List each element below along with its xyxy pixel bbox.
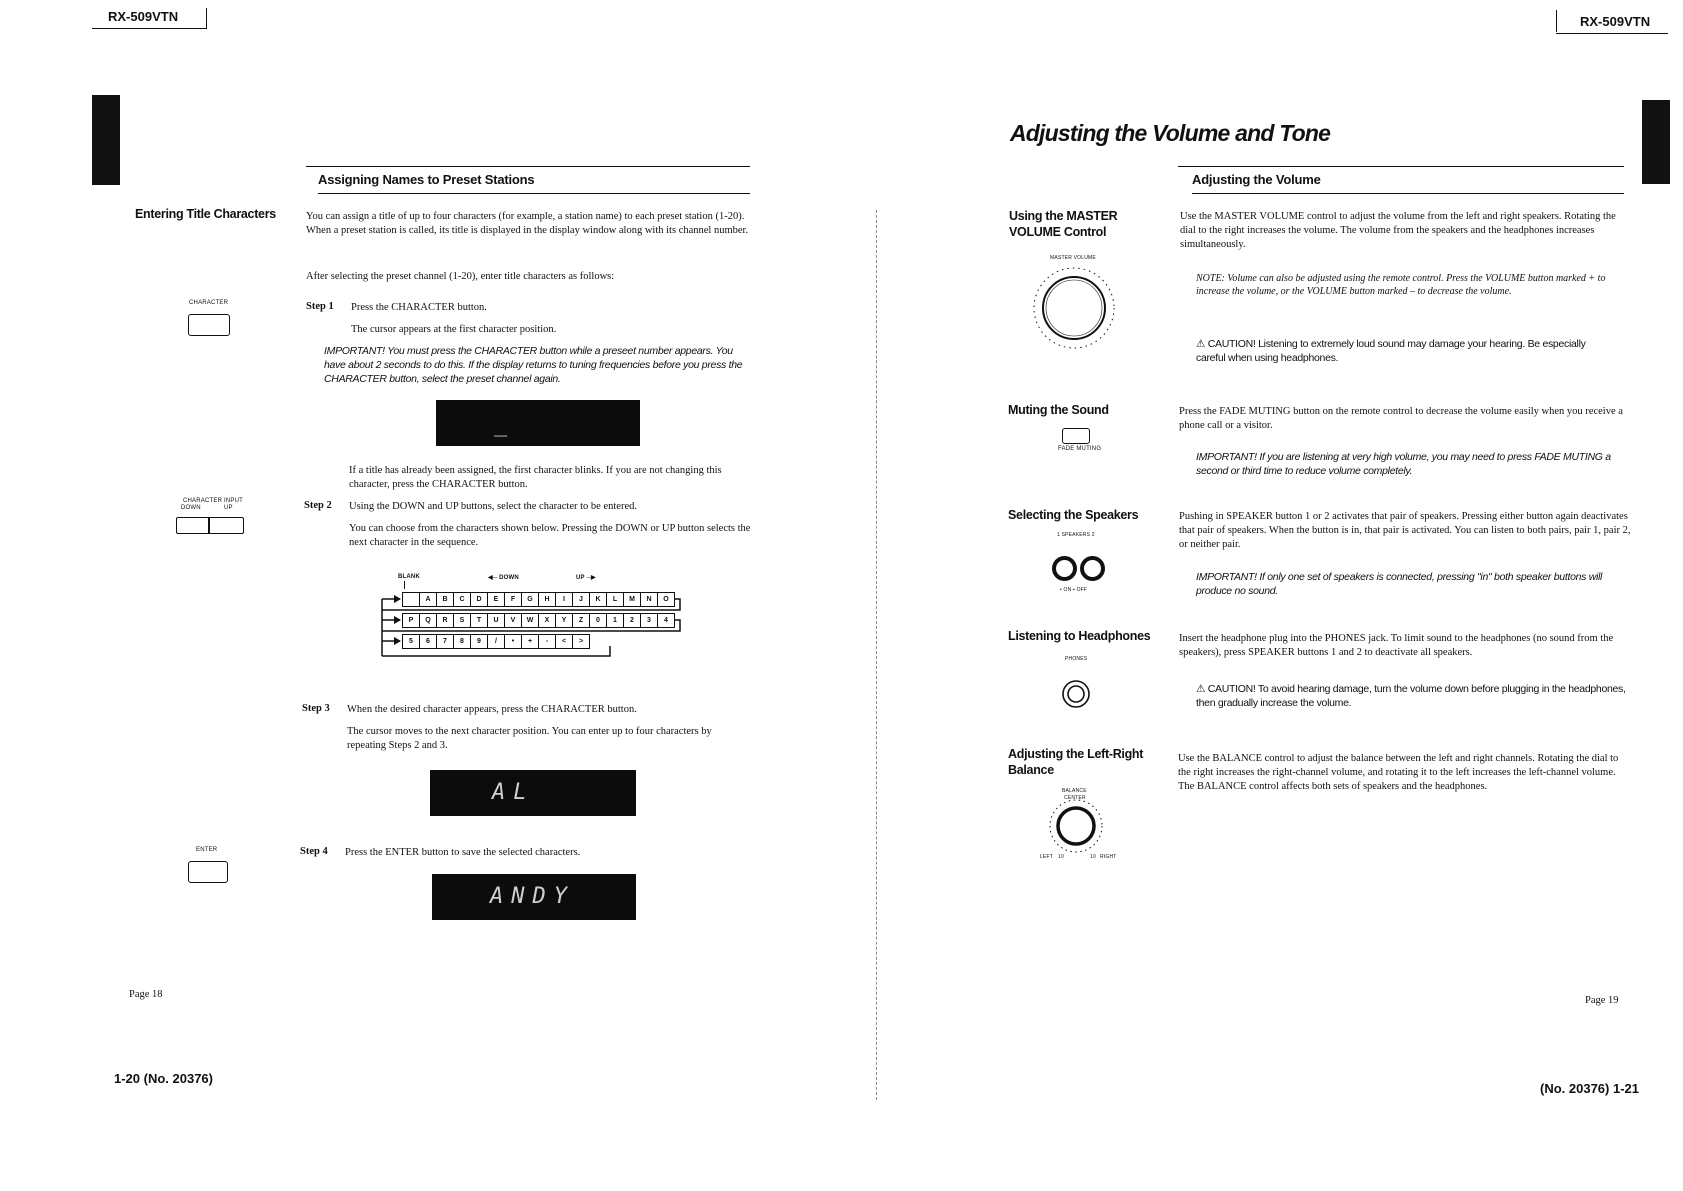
intro-text: You can assign a title of up to four characters (for example, a station name) to each preset station (1-20). When a preset station is called, its title is displayed in the display window along with its channel number.	[306, 211, 749, 236]
display-step4	[432, 874, 636, 920]
speakers-text: Pushing in SPEAKER button 1 or 2 activates that pair of speakers. Pressing either button again deactivates that pair of speakers. When the button is in, that pair is activated. You can listen to both pairs, pair 1, pair 2, or neither pair.	[1179, 511, 1631, 550]
phones-jack-icon[interactable]	[1060, 678, 1092, 710]
display-step3	[430, 770, 636, 816]
chart-label-down-text: DOWN	[499, 575, 519, 581]
title-assigned-text: If a title has already been assigned, the first character blinks. If you are not changing this character, press the CHARACTER button.	[349, 465, 722, 490]
character-button-label: CHARACTER	[189, 300, 229, 306]
char-cell: >	[572, 634, 590, 649]
step4-label: Step 4	[300, 846, 328, 857]
master-volume-knob-label: MASTER VOLUME	[1050, 255, 1096, 261]
char-cell: T	[470, 613, 488, 628]
char-cell: •	[504, 634, 522, 649]
muting-text: Press the FADE MUTING button on the remote control to decrease the volume easily when you receive a phone call or a visitor.	[1179, 406, 1623, 431]
left-model-label: RX-509VTN	[108, 9, 179, 24]
char-cell: A	[419, 592, 437, 607]
char-cell: W	[521, 613, 539, 628]
left-section-top-rule	[306, 166, 750, 167]
master-volume-knob[interactable]	[1026, 262, 1126, 362]
display-step1-text: _	[494, 412, 516, 437]
down-button-label: DOWN	[181, 505, 201, 511]
char-cell: G	[521, 592, 539, 607]
character-sequence-chart	[380, 572, 700, 672]
speakers-bottom-label: • ON ▪ OFF	[1060, 587, 1088, 593]
right-section-title-text: Adjusting the Volume	[1192, 172, 1321, 187]
char-cell: N	[640, 592, 658, 607]
char-cell: M	[623, 592, 641, 607]
heading-headphones: Listening to Headphones	[1008, 629, 1151, 643]
up-button-label: UP	[224, 505, 233, 511]
page-divider	[876, 210, 877, 1100]
phones-label: PHONES	[1065, 656, 1088, 662]
char-cell: 7	[436, 634, 454, 649]
char-cell: 3	[640, 613, 658, 628]
char-cell: O	[657, 592, 675, 607]
caution-warning-icon: ⚠︎	[1196, 683, 1208, 695]
char-cell: I	[555, 592, 573, 607]
heading-speakers: Selecting the Speakers	[1008, 508, 1139, 522]
char-cell	[402, 592, 420, 607]
char-cell: 6	[419, 634, 437, 649]
headphones-text: Insert the headphone plug into the PHONES jack. To limit sound to the headphones (no sound from the speakers), press SPEAKER buttons 1 and 2 to deactivate all speakers.	[1179, 633, 1614, 658]
char-cell: 5	[402, 634, 420, 649]
char-cell: U	[487, 613, 505, 628]
char-cell: 4	[657, 613, 675, 628]
char-cell: Z	[572, 613, 590, 628]
speaker-2-button[interactable]	[1080, 556, 1105, 581]
char-cell: 0	[589, 613, 607, 628]
right-header-tick	[1556, 10, 1557, 32]
step1-text: Press the CHARACTER button.	[351, 302, 487, 313]
right-footer: (No. 20376) 1-21	[1540, 1081, 1639, 1096]
step1-sub: The cursor appears at the first character position.	[351, 324, 557, 335]
caution-warning-icon: ⚠︎	[1196, 338, 1208, 350]
balance-left-tick: 10	[1058, 854, 1064, 860]
important-note-1: IMPORTANT! You must press the CHARACTER button while a preseet number appears. You have about 2 seconds to do this. If the display returns to tuning frequencies before you press the CHARACTER button, select the preset channel again.	[324, 345, 743, 385]
display-step4-text: ANDY	[490, 884, 575, 909]
char-cell: E	[487, 592, 505, 607]
left-section-rule	[318, 193, 750, 194]
side-heading-entering: Entering Title Characters	[135, 207, 276, 221]
balance-left-label: LEFT	[1040, 854, 1054, 860]
chart-label-blank: BLANK	[398, 574, 420, 580]
char-cell: L	[606, 592, 624, 607]
right-section-title	[1192, 172, 1624, 190]
master-volume-caution-text: CAUTION! Listening to extremely loud sound may damage your hearing. Be especially careful when using headphones.	[1196, 338, 1586, 364]
character-input-label: CHARACTER INPUT	[182, 498, 243, 504]
step4-text: Press the ENTER button to save the selected characters.	[345, 847, 581, 858]
left-header-rule	[92, 28, 207, 29]
char-cell: -	[538, 634, 556, 649]
left-section-title	[318, 172, 750, 190]
chart-label-down: ◀─ DOWN	[488, 575, 519, 581]
step2-sub: You can choose from the characters shown below. Pressing the DOWN or UP button selects the next character in the sequence.	[349, 523, 751, 548]
up-button[interactable]	[209, 517, 244, 534]
step3-text: When the desired character appears, press the CHARACTER button.	[347, 704, 637, 715]
left-page-number: Page 18	[129, 989, 163, 1000]
right-section-top-rule	[1178, 166, 1624, 167]
char-cell: B	[436, 592, 454, 607]
left-footer: 1-20 (No. 20376)	[114, 1071, 213, 1086]
step3-sub: The cursor moves to the next character position. You can enter up to four characters by repeating Steps 2 and 3.	[347, 726, 712, 751]
right-thumb-tab	[1642, 100, 1670, 184]
master-volume-note: NOTE: Volume can also be adjusted using the remote control. Press the VOLUME button marked + to increase the volume, or the VOLUME button marked – to decrease the volume.	[1196, 273, 1606, 297]
char-cell: 1	[606, 613, 624, 628]
chart-label-up: UP ─▶	[576, 575, 596, 581]
headphones-caution	[1196, 682, 1626, 710]
character-button[interactable]	[188, 314, 230, 336]
heading-balance: Adjusting the Left-Right Balance	[1008, 747, 1144, 777]
left-header-tick	[206, 8, 207, 29]
char-cell: S	[453, 613, 471, 628]
fade-muting-label: FADE MUTING	[1058, 446, 1102, 452]
char-cell: 9	[470, 634, 488, 649]
char-cell: H	[538, 592, 556, 607]
master-volume-text: Use the MASTER VOLUME control to adjust the volume from the left and right speakers. Rotating the dial to the right increases the volume. The volume from the speakers and the headphones increases simultaneously.	[1180, 211, 1616, 250]
display-step3-text: AL	[492, 780, 535, 805]
char-cell: 2	[623, 613, 641, 628]
char-cell: X	[538, 613, 556, 628]
char-cell: Y	[555, 613, 573, 628]
speakers-important: IMPORTANT! If only one set of speakers is connected, pressing "in" both speaker buttons will produce no sound.	[1196, 571, 1603, 597]
headphones-caution-text: CAUTION! To avoid hearing damage, turn the volume down before plugging in the headphones, then gradually increase the volume.	[1196, 683, 1626, 709]
char-cell: C	[453, 592, 471, 607]
step3-label: Step 3	[302, 703, 330, 714]
right-section-rule	[1192, 193, 1624, 194]
char-cell: D	[470, 592, 488, 607]
chart-label-up-text: UP	[576, 575, 585, 581]
balance-knob-label: BALANCE	[1062, 788, 1087, 794]
enter-button-label: ENTER	[196, 847, 218, 853]
heading-master-volume: Using the MASTER VOLUME Control	[1009, 209, 1118, 239]
char-cell: R	[436, 613, 454, 628]
after-select-text: After selecting the preset channel (1-20), enter title characters as follows:	[306, 271, 615, 282]
master-volume-caution	[1196, 337, 1616, 365]
right-header-rule	[1556, 33, 1668, 34]
char-cell: /	[487, 634, 505, 649]
balance-right-label: RIGHT	[1100, 854, 1117, 860]
right-page-number: Page 19	[1585, 995, 1619, 1006]
muting-important: IMPORTANT! If you are listening at very high volume, you may need to press FADE MUTING a second or third time to reduce volume completely.	[1196, 451, 1611, 477]
display-step1	[436, 400, 640, 446]
fade-muting-button[interactable]	[1062, 428, 1090, 444]
step2-label: Step 2	[304, 500, 332, 511]
speaker-1-button[interactable]	[1052, 556, 1077, 581]
char-cell: F	[504, 592, 522, 607]
left-section-title-text: Assigning Names to Preset Stations	[318, 172, 535, 187]
char-cell: V	[504, 613, 522, 628]
heading-muting: Muting the Sound	[1008, 403, 1109, 417]
char-cell: K	[589, 592, 607, 607]
right-model-label: RX-509VTN	[1580, 14, 1651, 29]
right-main-title: Adjusting the Volume and Tone	[1010, 120, 1331, 146]
left-thumb-tab	[92, 95, 120, 185]
down-button[interactable]	[176, 517, 209, 534]
enter-button[interactable]	[188, 861, 228, 883]
step1-label: Step 1	[306, 301, 334, 312]
char-cell: +	[521, 634, 539, 649]
balance-right-tick: 10	[1090, 854, 1096, 860]
step2-text: Using the DOWN and UP buttons, select the character to be entered.	[349, 501, 637, 512]
balance-knob[interactable]	[1040, 798, 1112, 858]
char-cell: <	[555, 634, 573, 649]
char-cell: Q	[419, 613, 437, 628]
char-cell: 8	[453, 634, 471, 649]
balance-text: Use the BALANCE control to adjust the balance between the left and right channels. Rotating the dial to the right increases the right-channel volume, and rotating it to the left increases the left-channel volume. The BALANCE control affects both sets of speakers and the headphones.	[1178, 753, 1619, 792]
char-cell: P	[402, 613, 420, 628]
speakers-top-label: 1 SPEAKERS 2	[1057, 532, 1095, 538]
char-cell: J	[572, 592, 590, 607]
balance-center-label: CENTER	[1064, 795, 1086, 801]
